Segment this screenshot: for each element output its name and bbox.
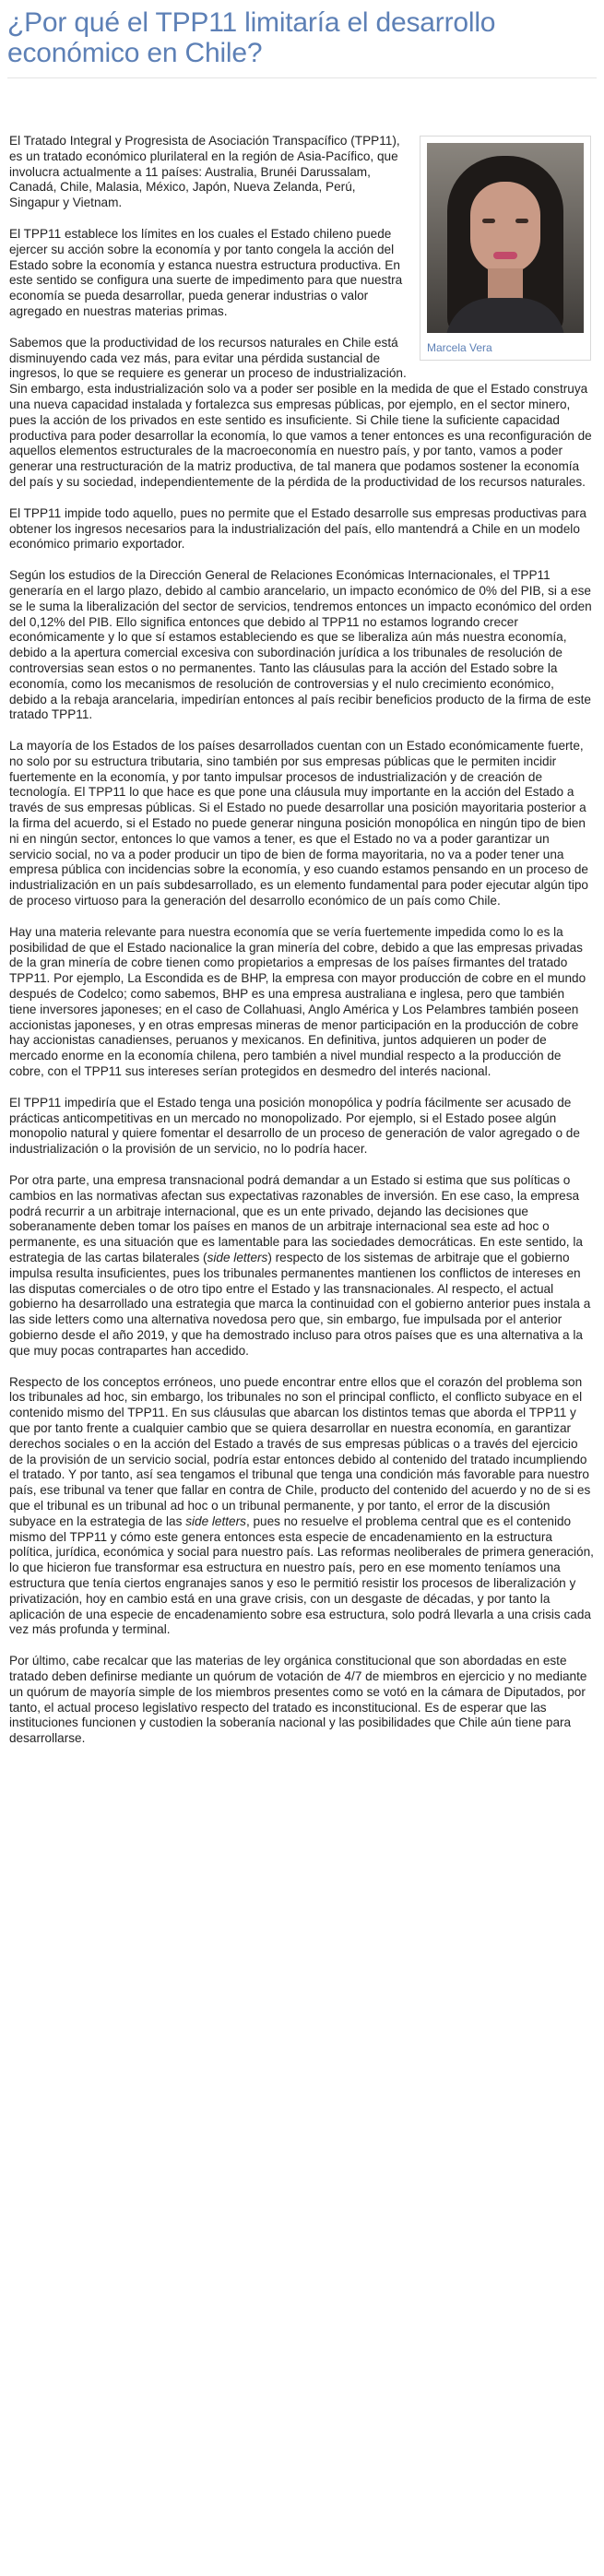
emphasis: side letters	[207, 1251, 268, 1264]
paragraph: El Tratado Integral y Progresista de Asociación Transpacífico (TPP11), es un tratado económico plurilateral en la región de Asia-Pacífico, que involucra actualmente a 11 países: Australia, Brunéi Darussalam, Canadá, Chile, Malasia, México, Japón, Nueva Zelanda, Perú, Singapur y Vietnam.	[9, 134, 400, 210]
paragraph: Sabemos que la productividad de los recursos naturales en Chile está disminuyendo cada vez más, para evitar una pérdida sustancial de ingresos, lo que se requiere es generar un proceso de industrialización. Sin embargo, esta industrialización solo va a poder ser posible en la medida de que el Estado construya una nueva capacidad instalada y fortalezca sus empresas públicas, por ejemplo, en el sector minero, pues la acción de los privados en este sentido es insuficiente. Si Chile tiene la suficiente capacidad productiva para poder desarrollar la economía, lo que vamos a tener entonces es una reconfiguración de aquellos elementos estructurales de la macroeconomía en nuestro país, y por tanto, vamos a poder generar una restructuración de la matriz productiva, de tal manera que podamos sostener la economía del país y su sociedad, independientemente de la pérdida de la productividad de los recursos naturales.	[9, 335, 592, 489]
paragraph: Por último, cabe recalcar que las materias de ley orgánica constitucional que son abordadas en este tratado deben definirse mediante un quórum de votación de 4/7 de miembros en ejercicio y no mediante un quórum de mayoría simple de los miembros presentes como se votó en la cámara de Diputados, por tanto, el actual proceso legislativo respecto del tratado es inconstitucional. Es de esperar que las instituciones funcionen y custodien la soberanía nacional y las posibilidades que Chile aún tiene para desarrollarse.	[9, 1654, 587, 1746]
paragraph	[9, 1173, 595, 1359]
paragraph-text: Por otra parte, una empresa transnacional podrá demandar a un Estado si estima que sus políticas o cambios en las normativas afectan sus expectativas razonables de inversión. En ese caso, la empresa podrá recurrir a un arbitraje internacional, que es un ente privado, dejando las decisiones que soberanamente deben tomar los países en manos de un arbitraje internacional sea este ad hoc o permanente, es una situación que es lamentable para las sociedades democráticas. En este sentido, la estrategia de las cartas bilaterales (	[9, 1173, 583, 1264]
paragraph-text: ) respecto de los sistemas de arbitraje que el gobierno impulsa resulta insuficientes, pues los tribunales permanentes mantienen los conflictos de intereses en las disputas comerciales o de otro tipo entre el Estado y las transnacionales. Al respecto, el actual gobierno ha desarrollado una estrategia que marca la continuidad con el gobierno anterior pues instala a las side letters como una alternativa novedosa pero que, sin embargo, fue impulsada por el anterior gobierno desde el año 2019, y que ha demostrado incluso para otros países que es una alternativa a la que muy pocas contrapartes han accedido.	[9, 1251, 591, 1358]
paragraph: El TPP11 impide todo aquello, pues no permite que el Estado desarrolle sus empresas productivas para obtener los ingresos necesarios para la industrialización del país, ello mantendrá a Chile en un modelo económico primario exportador.	[9, 505, 586, 552]
paragraph: La mayoría de los Estados de los países desarrollados cuentan con un Estado económicamente fuerte, no solo por su estructura tributaria, sino también por sus empresas públicas que le permiten incidir fuertemente en la economía, y por tanto impulsar procesos de industrialización y de creación de tecnología. El TPP11 lo que hace es que pone una cláusula muy importante en la acción del Estado a través de sus empresas públicas. Si el Estado no puede desarrollar una posición mayoritaria posterior a la firma del acuerdo, si el Estado no puede generar ninguna posición monopólica en ningún tipo de bien ni en ningún sector, entonces lo que vamos a tener, es que el Estado no va a poder garantizar un servicio social, no va a poder producir un tipo de bien de forma mayoritaria, no va a poder tener una empresa pública con incidencias sobre la economía, y eso cuando estamos pensando en un proceso de industrialización en un país subdesarrollado, es un elemento fundamental para poder ejecutar algún tipo de proceso virtuoso para la generación del desarrollo económico de un país como Chile.	[9, 739, 588, 908]
paragraph	[9, 1375, 595, 1639]
paragraph-text: Respecto de los conceptos erróneos, uno puede encontrar entre ellos que el corazón del problema son los tribunales ad hoc, sin embargo, los tribunales no son el principal conflicto, el conflicto subyace en el contenido mismo del TPP11. En sus cláusulas que abarcan los distintos temas que aborda el TPP11 y que por tanto frente a cualquier cambio que se quiera desarrollar en nuestra economía, en garantizar derechos sociales o en la acción del Estado a través de sus empresas públicas o a través del ejercicio de la provisión de un servicio social, podría estar entonces debido al contenido del tratado incumpliendo el tratado. Y por tanto, así sea tengamos el tribunal que tenga una condición más favorable para nuestro país, ese tribunal va tener que fallar en contra de Chile, producto del contenido del acuerdo y no de si es que el tribunal es un tribunal ad hoc o un tribunal permanente, y por tanto, el error de la discusión subyace en la estrategia de las	[9, 1374, 591, 1528]
emphasis: side letters	[185, 1514, 246, 1528]
paragraph-text: , pues no resuelve el problema central que es el contenido mismo del TPP11 y cómo este genera entonces esta especie de encadenamiento en la estructura política, jurídica, económica y social para nuestro país. Las reformas neoliberales de primera generación, lo que hicieron fue transformar esa estructura en nuestro país, pero en ese momento teníamos una estructura que tenía ciertos engranajes sanos y eso le permitió resistir los procesos de liberalización y privatización, hoy en cambio está en una grave crisis, con un desgaste de décadas, y por tanto la aplicación de una especie de encadenamiento sobre esa estructura, solo podrá llevarla a una crisis cada vez más profunda y terminal.	[9, 1514, 594, 1637]
paragraph: El TPP11 impediría que el Estado tenga una posición monopólica y podría fácilmente ser acusado de prácticas anticompetitivas en un mercado no monopolizado. Por ejemplo, si el Estado posee algún monopolio natural y quiere fomentar el desarrollo de un proceso de generación de valor agregado o de industrialización o la provisión de un servicio, no lo podría hacer.	[9, 1095, 580, 1157]
page-title: ¿Por qué el TPP11 limitaría el desarrollo económico en Chile?	[7, 7, 496, 68]
author-portrait-icon	[427, 143, 584, 333]
paragraph: Hay una materia relevante para nuestra economía que se vería fuertemente impedida como lo es la posibilidad de que el Estado nacionalice la gran minería del cobre, debido a que las empresas privadas de la gran minería de cobre tienen como propietarios a empresas de los países firmantes del tratado TPP11. Por ejemplo, La Escondida es de BHP, la empresa con mayor producción de cobre en el mundo después de Codelco; como sabemos, BHP es una empresa australiana e inglesa, pero que también tiene inversores japoneses; en el caso de Collahuasi, Anglo América y Los Pelambres también poseen accionistas japoneses, y en otras empresas mineras de menor participación en la producción de cobre hay accionistas canadienses, peruanos y mexicanos. En definitiva, juntos adquieren un poder de mercado enorme en la economía chilena, pero también a nivel mundial respecto a la producción de cobre, con el TPP11 sus intereses serían protegidos en desmedro del interés nacional.	[9, 924, 586, 1079]
author-name: Marcela Vera	[427, 341, 492, 354]
article-body	[0, 78, 604, 1747]
paragraph: El TPP11 establece los límites en los cuales el Estado chileno puede ejercer su acción sobre la economía y por tanto congela la acción del Estado sobre la economía y estanca nuestra estructura productiva. En este sentido se configura una suerte de impedimento para que nuestra economía se pueda desarrollar, pueda generar industrias o valor agregado en nuestras materias primas.	[9, 226, 403, 318]
author-card	[420, 136, 591, 361]
paragraph: Según los estudios de la Dirección General de Relaciones Económicas Internacionales, el TPP11 generaría en el largo plazo, debido al cambio arancelario, un impacto económico de 0% del PIB, si a ese se le suma la liberalización del sector de servicios, tendremos entonces un impacto económico del orden del 0,12% del PIB. Ello significa entonces que debido al TPP11 no estamos logrando crecer económicamente y lo que sí estamos estableciendo es que se liberaliza aún más nuestra economía, debido a la apertura comercial excesiva con subordinación jurídica a los tribunales de resolución de controversias sean estos o no permanentes. Tanto las cláusulas para la acción del Estado sobre la economía, como los mecanismos de resolución de controversias y el nulo crecimiento económico, debido a la rebaja arancelaria, impedirían entonces al país recibir beneficios producto de la firma de este tratado TPP11.	[9, 568, 592, 722]
